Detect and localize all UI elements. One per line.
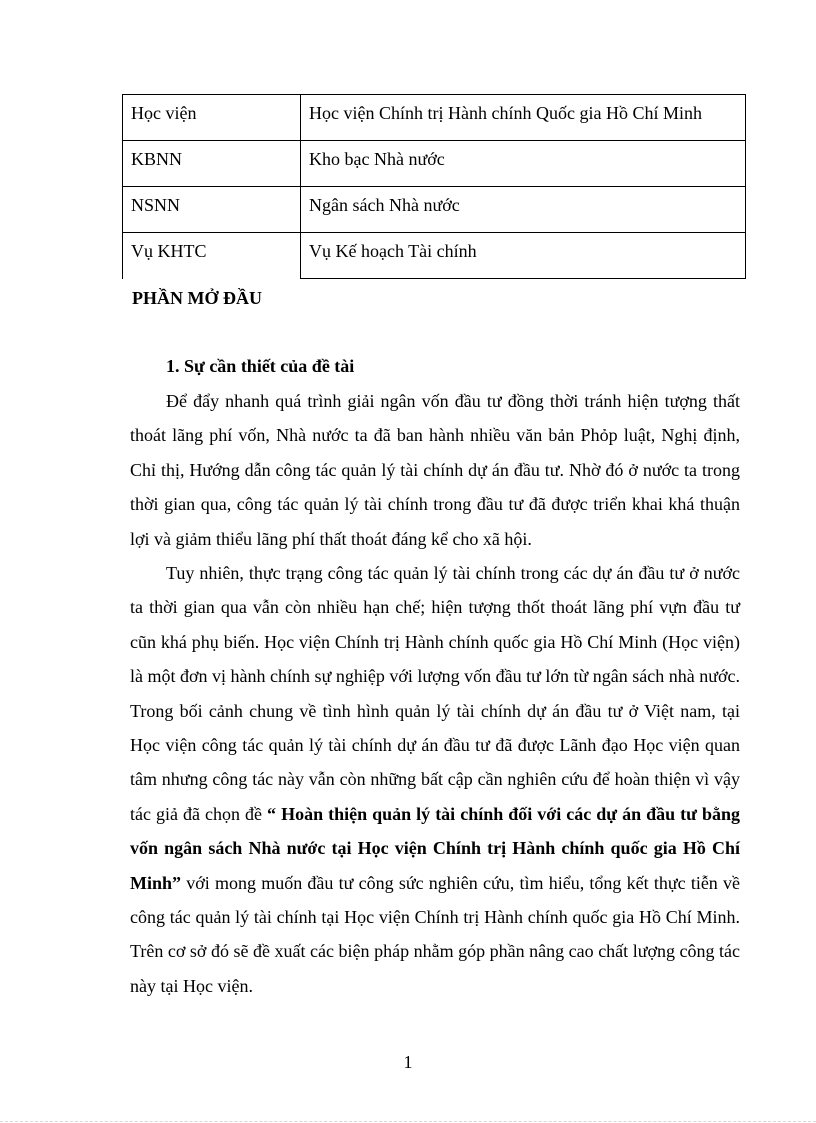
subsection-title: 1. Sự cần thiết của đề tài [166, 356, 355, 376]
page-number: 1 [403, 1052, 413, 1072]
abbreviation-cell: NSNN [123, 187, 301, 233]
paragraph-text: Tuy nhiên, thực trạng công tác quản lý tài chính trong các dự án đầu tư ở nước ta thời gian qua vẫn còn nhiều hạn chế; hiện tượng thốt thoát lãng phí vựn đầu tư cũn khá phụ biến. Học viện Chính trị Hành chính quốc gia Hồ Chí Minh (Học viện) là một đơn vị hành chính sự nghiệp với lượng vốn đầu tư lớn từ ngân sách nhà nước. Trong bối cảnh chung về tình hình quản lý tài chính dự án đầu tư ở Việt nam, tại Học viện công tác quản lý tài chính dự án đầu tư đã được Lãnh đạo Học viện quan tâm nhưng công tác này vẫn còn những bất cập cần nghiên cứu để hoàn thiện vì vậy tác giả đã chọn đề [130, 563, 740, 824]
paragraph-text: với mong muốn đầu tư công sức nghiên cứu, tìm hiểu, tổng kết thực tiễn về công tác quản lý tài chính tại Học viện Chính trị Hành chính quốc gia Hồ Chí Minh. Trên cơ sở đó sẽ đề xuất các biện pháp nhằm góp phần nâng cao chất lượng công tác này tại Học viện. [130, 872, 741, 996]
definition-cell: Kho bạc Nhà nước [301, 141, 746, 187]
abbreviation-cell: Học viện [123, 95, 301, 141]
section-title: PHẦN MỞ ĐẦU [132, 288, 262, 308]
abbreviation-table [122, 94, 746, 279]
abbreviation-cell: KBNN [123, 141, 301, 187]
table-row [123, 95, 746, 141]
table-row [123, 141, 746, 187]
definition-cell: Ngân sách Nhà nước [301, 187, 746, 233]
paragraph [130, 384, 740, 556]
table-row [123, 187, 746, 233]
thesis-title: “ Hoàn thiện quản lý tài chính đối với các dự án đầu tư bằng vốn ngân sách Nhà nước tại Học viện Chính trị Hành chính quốc gia Hồ Chí Minh” [130, 803, 741, 893]
paragraph-text: Để đẩy nhanh quá trình giải ngân vốn đầu tư đồng thời tránh hiện tượng thất thoát lãng phí vốn, Nhà nước ta đã ban hành nhiều văn bản Phỏp luật, Nghị định, Chỉ thị, Hướng dẫn công tác quản lý tài chính dự án đầu tư. Nhờ đó ở nước ta trong thời gian qua, công tác quản lý tài chính trong đầu tư đã được triển khai khá thuận lợi và giảm thiểu lãng phí thất thoát đáng kể cho xã hội. [130, 391, 740, 549]
table-row [123, 233, 746, 279]
page-boundary [0, 1121, 816, 1122]
definition-cell: Học viện Chính trị Hành chính Quốc gia Hồ Chí Minh [301, 95, 746, 141]
abbreviation-cell: Vụ KHTC [123, 233, 301, 279]
definition-cell: Vụ Kế hoạch Tài chính [301, 233, 746, 279]
paragraph [130, 556, 740, 1003]
